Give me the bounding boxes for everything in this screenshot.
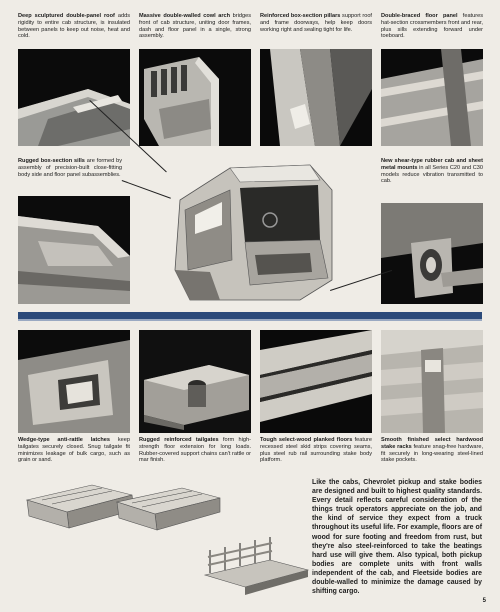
divider-band-accent	[18, 319, 482, 321]
caption-tailgates: Rugged reinforced tailgates form high-strength floor extension for long loads. Rubber-covered support chains can't rattle or mar finish.	[139, 437, 251, 464]
page-number: 5	[482, 598, 486, 604]
photo-cowl	[139, 49, 251, 146]
photo-mounts	[381, 203, 483, 304]
caption-sills: Rugged box-section sills are formed by assembly of precision-built close-fitting body side and floor panel subassemblies.	[18, 158, 122, 178]
caption-planked: Tough select-wood planked floors feature recessed steel skid strips covering seams, plus steel rub rail surrounding stake body platform.	[260, 437, 372, 464]
cab-cutaway	[160, 160, 340, 310]
caption-hardwood: Smooth finished select hardwood stake racks feature snag-free hardware, fit securely in long-wearing steel-lined stake pockets.	[381, 437, 483, 464]
body-paragraph: Like the cabs, Chevrolet pickup and stake bodies are designed and built to highest quality standards. Every detail reflects careful consideration of the things truck operators appreciate on the job, and the kind of service they expect from a truck throughout its useful life. For example, floors are of wood for sure footing and freedom from rust, but they're also steel-reinforced to take the beatings hard use will give them. Also typical, both pickup bodies are complete units with front walls independent of the cab, and Fleetside bodies are double-walled to minimize the damage caused by shifting cargo.	[312, 479, 482, 596]
caption-mounts: New shear-type rubber cab and sheet metal mounts in all Series C20 and C30 models reduce vibration transmitted to cab.	[381, 158, 483, 185]
photo-hardwood	[381, 330, 483, 433]
photo-roof	[18, 49, 130, 146]
divider-band	[18, 312, 482, 319]
caption-latches: Wedge-type anti-rattle latches keep tailgates securely closed. Snug tailgate fit minimizes leakage of bulk cargo, such as grain or sand.	[18, 437, 130, 464]
caption-cowl: Massive double-walled cowl arch bridges front of cab structure, uniting door frames, dash and floor panel in a single, strong assembly.	[139, 13, 251, 40]
photo-latches	[18, 330, 130, 433]
pickup-bodies-illustration	[22, 480, 222, 540]
stake-body-illustration	[200, 535, 310, 605]
caption-roof: Deep sculptured double-panel roof adds rigidity to entire cab structure, is insulated between panels to keep out noise, heat and cold.	[18, 13, 130, 40]
photo-tailgates	[139, 330, 251, 433]
photo-planked	[260, 330, 372, 433]
caption-pillars: Reinforced box-section pillars support roof and frame doorways, help keep doors working right and sealing tight for life.	[260, 13, 372, 33]
photo-pillars	[260, 49, 372, 146]
caption-floor: Double-braced floor panel features hat-section crossmembers front and rear, plus sills extending forward under toeboard.	[381, 13, 483, 40]
photo-floor	[381, 49, 483, 146]
photo-sills	[18, 196, 130, 304]
